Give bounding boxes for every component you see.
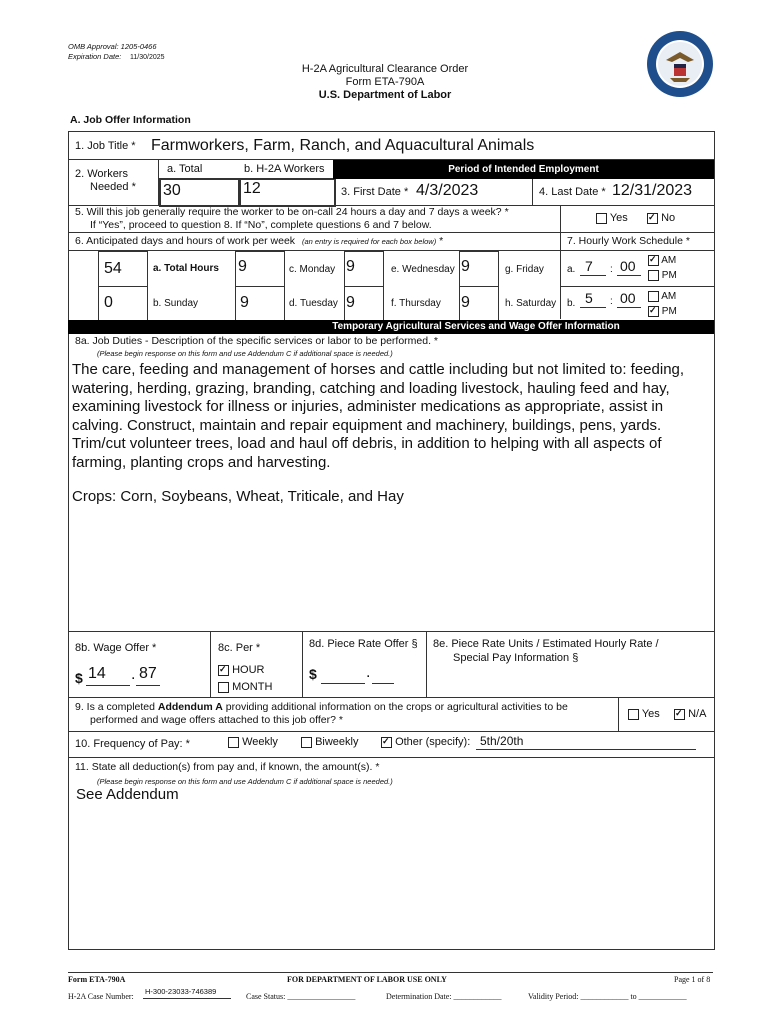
wednesday-value: 9 — [461, 258, 470, 275]
footer-dol-use: FOR DEPARTMENT OF LABOR USE ONLY — [287, 975, 447, 984]
q5-line1: 5. Will this job generally require the worker to be on-call 24 hours a day and 7 days a week? * — [75, 206, 509, 218]
job-duties-text[interactable] — [72, 361, 712, 507]
workers-label-1: 2. Workers — [75, 168, 128, 180]
schedule-b-pm-label: PM — [661, 306, 677, 318]
job-duties-line: Trim/cut volunteer trees, load and haul off debris, in addition to helping with all aspects of — [72, 435, 662, 452]
wage-offer-label: 8b. Wage Offer * — [75, 642, 157, 654]
deductions-value[interactable]: See Addendum — [76, 786, 179, 803]
case-number-label: H-2A Case Number: — [68, 992, 134, 1001]
biweekly-checkbox[interactable] — [301, 737, 312, 748]
piece-rate-label: 8d. Piece Rate Offer § — [309, 638, 418, 650]
other-label: Other (specify): — [395, 736, 471, 748]
job-duties-line: examining livestock for illness or injuries, administer medications as appropriate, assist in — [72, 398, 664, 415]
form-title: H-2A Agricultural Clearance Order — [301, 63, 469, 75]
schedule-a-min[interactable]: 00 — [620, 258, 636, 274]
q9-line1 — [75, 701, 568, 713]
form-table — [68, 131, 715, 950]
biweekly-option[interactable] — [301, 736, 358, 748]
h2a-workers-value: 12 — [243, 180, 261, 197]
schedule-b-am-checkbox[interactable] — [648, 291, 659, 302]
determination-date: Determination Date: ____________ — [386, 992, 502, 1001]
schedule-a-label: a. — [567, 264, 576, 275]
tuesday-label: d. Tuesday — [289, 298, 338, 309]
per-month-option[interactable] — [218, 681, 272, 693]
sunday-hours-value: 9 — [240, 294, 249, 311]
sunday-label: b. Sunday — [153, 298, 199, 309]
schedule-a-am-checkbox[interactable] — [648, 255, 659, 266]
schedule-b-pm-checkbox[interactable] — [648, 306, 659, 317]
q9-addendum-a: Addendum A — [157, 701, 223, 713]
first-date-label: 3. First Date * — [341, 186, 409, 198]
schedule-a-am[interactable] — [648, 255, 676, 266]
per-hour-label: HOUR — [232, 664, 265, 676]
thursday-value: 9 — [461, 294, 470, 311]
q9-na-label: N/A — [688, 708, 707, 720]
schedule-b-label: b. — [567, 298, 576, 309]
department-name: U.S. Department of Labor — [318, 89, 452, 101]
wage-dot: . — [131, 666, 136, 683]
saturday-label: h. Saturday — [505, 298, 557, 309]
monday-value: 9 — [346, 258, 355, 275]
deductions-label: 11. State all deduction(s) from pay and, if known, the amount(s). * — [75, 761, 380, 773]
monday-label: c. Monday — [289, 264, 336, 275]
q6-label-text: 6. Anticipated days and hours of work per week — [75, 235, 296, 247]
total-workers-label: a. Total — [167, 163, 203, 175]
wednesday-label: e. Wednesday — [391, 264, 455, 275]
pay-frequency-label: 10. Frequency of Pay: * — [75, 738, 190, 750]
case-number-value: H-300-23033-746389 — [145, 987, 217, 996]
job-title-label: 1. Job Title * — [75, 140, 136, 152]
total-workers-value: 30 — [163, 182, 181, 199]
q6-note: (an entry is required for each box below) — [301, 237, 437, 246]
job-title-value[interactable]: Farmworkers, Farm, Ranch, and Aquacultural Animals — [151, 137, 535, 154]
per-month-label: MONTH — [232, 681, 273, 693]
q9-line2: performed and wage offers attached to this job offer? * — [90, 714, 343, 726]
q8a-label: 8a. Job Duties - Description of the specific services or labor to be performed. * — [75, 335, 438, 347]
total-hours-right: 9 — [238, 258, 247, 275]
schedule-a-hour[interactable]: 7 — [585, 258, 593, 274]
dol-seal-icon — [646, 30, 714, 98]
workers-label-2: Needed * — [90, 181, 136, 193]
last-date-value[interactable]: 12/31/2023 — [612, 182, 693, 199]
piece-rate-dot: . — [366, 664, 371, 681]
job-duties-line: The care, feeding and management of horses and cattle including but not limited to: feeding, — [72, 361, 685, 378]
schedule-b-pm[interactable] — [648, 306, 677, 317]
piece-rate-dollar: $ — [309, 666, 317, 682]
total-hours-value: 54 — [104, 260, 122, 277]
per-hour-option[interactable] — [218, 664, 264, 676]
omb-approval: OMB Approval: 1205-0466 — [68, 42, 157, 51]
expiration-value: 11/30/2025 — [130, 54, 165, 61]
biweekly-label: Biweekly — [315, 736, 359, 748]
temp-services-header-text: Temporary Agricultural Services and Wage Offer Information — [332, 321, 620, 332]
q9-text-b: providing additional information on the crops or agricultural activities to be — [225, 701, 568, 713]
schedule-a-am-label: AM — [661, 255, 677, 267]
schedule-a-pm-checkbox[interactable] — [648, 270, 659, 281]
weekly-checkbox[interactable] — [228, 737, 239, 748]
schedule-b-hour[interactable]: 5 — [585, 290, 593, 306]
first-date-value[interactable]: 4/3/2023 — [416, 182, 479, 199]
q9-yes-option[interactable] — [628, 708, 660, 720]
crops-line: Crops: Corn, Soybeans, Wheat, Triticale, and Hay — [72, 488, 404, 505]
case-status: Case Status: _________________ — [246, 992, 356, 1001]
validity-period: Validity Period: ____________ to ____________ — [528, 992, 687, 1001]
total-hours-label: a. Total Hours — [153, 263, 219, 274]
q5-no-checkbox[interactable] — [647, 213, 658, 224]
form-number: Form ETA-790A — [345, 76, 425, 88]
q5-no-label: No — [661, 212, 676, 224]
expiration-label: Expiration Date: — [68, 52, 122, 61]
job-duties-line: calving. Construct, maintain and repair equipment and machinery, buildings, pens, yards. — [72, 416, 662, 434]
q8a-note: (Please begin response on this form and use Addendum C if additional space is needed.) — [97, 349, 393, 358]
q9-na-checkbox[interactable] — [674, 709, 685, 720]
q5-yes-label: Yes — [609, 212, 628, 224]
schedule-a-pm-label: PM — [661, 270, 677, 282]
thursday-label: f. Thursday — [391, 298, 441, 309]
other-checkbox[interactable] — [381, 737, 392, 748]
deductions-note: (Please begin response on this form and use Addendum C if additional space is needed.) — [97, 777, 393, 786]
sunday-value: 0 — [104, 294, 113, 311]
schedule-b-colon: : — [610, 296, 613, 307]
q5-yes-checkbox[interactable] — [596, 213, 607, 224]
per-label: 8c. Per * — [218, 642, 261, 654]
wage-dollars[interactable]: 14 — [88, 665, 106, 682]
q9-text-a: 9. Is a completed — [75, 701, 155, 713]
job-duties-line: watering, herding, grazing, branding, catching and loading livestock, hauling feed and hay, — [72, 379, 670, 397]
footer-page: Page 1 of 8 — [674, 975, 711, 984]
per-hour-checkbox[interactable] — [218, 665, 229, 676]
per-month-checkbox[interactable] — [218, 682, 229, 693]
piece-units-line1: 8e. Piece Rate Units / Estimated Hourly Rate / — [433, 638, 659, 650]
q7-label: 7. Hourly Work Schedule * — [567, 235, 690, 247]
q9-yes-label: Yes — [641, 708, 660, 720]
tuesday-value: 9 — [346, 294, 355, 311]
footer-form-id: Form ETA-790A — [68, 975, 126, 984]
section-a-heading: A. Job Offer Information — [70, 114, 191, 126]
temp-services-header — [68, 320, 714, 334]
q5-no-option[interactable] — [647, 212, 675, 224]
q6-label — [75, 235, 443, 247]
schedule-b-am[interactable] — [648, 291, 676, 302]
wage-cents[interactable]: 87 — [139, 665, 157, 682]
other-option[interactable] — [381, 736, 470, 748]
friday-label: g. Friday — [505, 264, 544, 275]
q9-yes-checkbox[interactable] — [628, 709, 639, 720]
schedule-b-am-label: AM — [661, 291, 677, 303]
weekly-option[interactable] — [228, 736, 278, 748]
q5-line2: If “Yes”, proceed to question 8. If “No”, complete questions 6 and 7 below. — [90, 219, 432, 231]
q9-na-option[interactable] — [674, 708, 706, 720]
q6-star: * — [439, 235, 444, 247]
job-duties-line: farming, planting crops and harvesting. — [72, 453, 331, 471]
schedule-b-min[interactable]: 00 — [620, 290, 636, 306]
weekly-label: Weekly — [242, 736, 278, 748]
piece-units-line2: Special Pay Information § — [453, 652, 579, 664]
h2a-workers-label: b. H-2A Workers — [244, 163, 325, 175]
last-date-label: 4. Last Date * — [539, 186, 606, 198]
schedule-a-colon: : — [610, 264, 613, 275]
period-header: Period of Intended Employment — [333, 160, 714, 179]
other-value[interactable]: 5th/20th — [480, 734, 524, 748]
q5-yes-option[interactable] — [596, 212, 628, 224]
wage-dollar-sign: $ — [75, 670, 83, 686]
schedule-a-pm[interactable] — [648, 270, 677, 281]
